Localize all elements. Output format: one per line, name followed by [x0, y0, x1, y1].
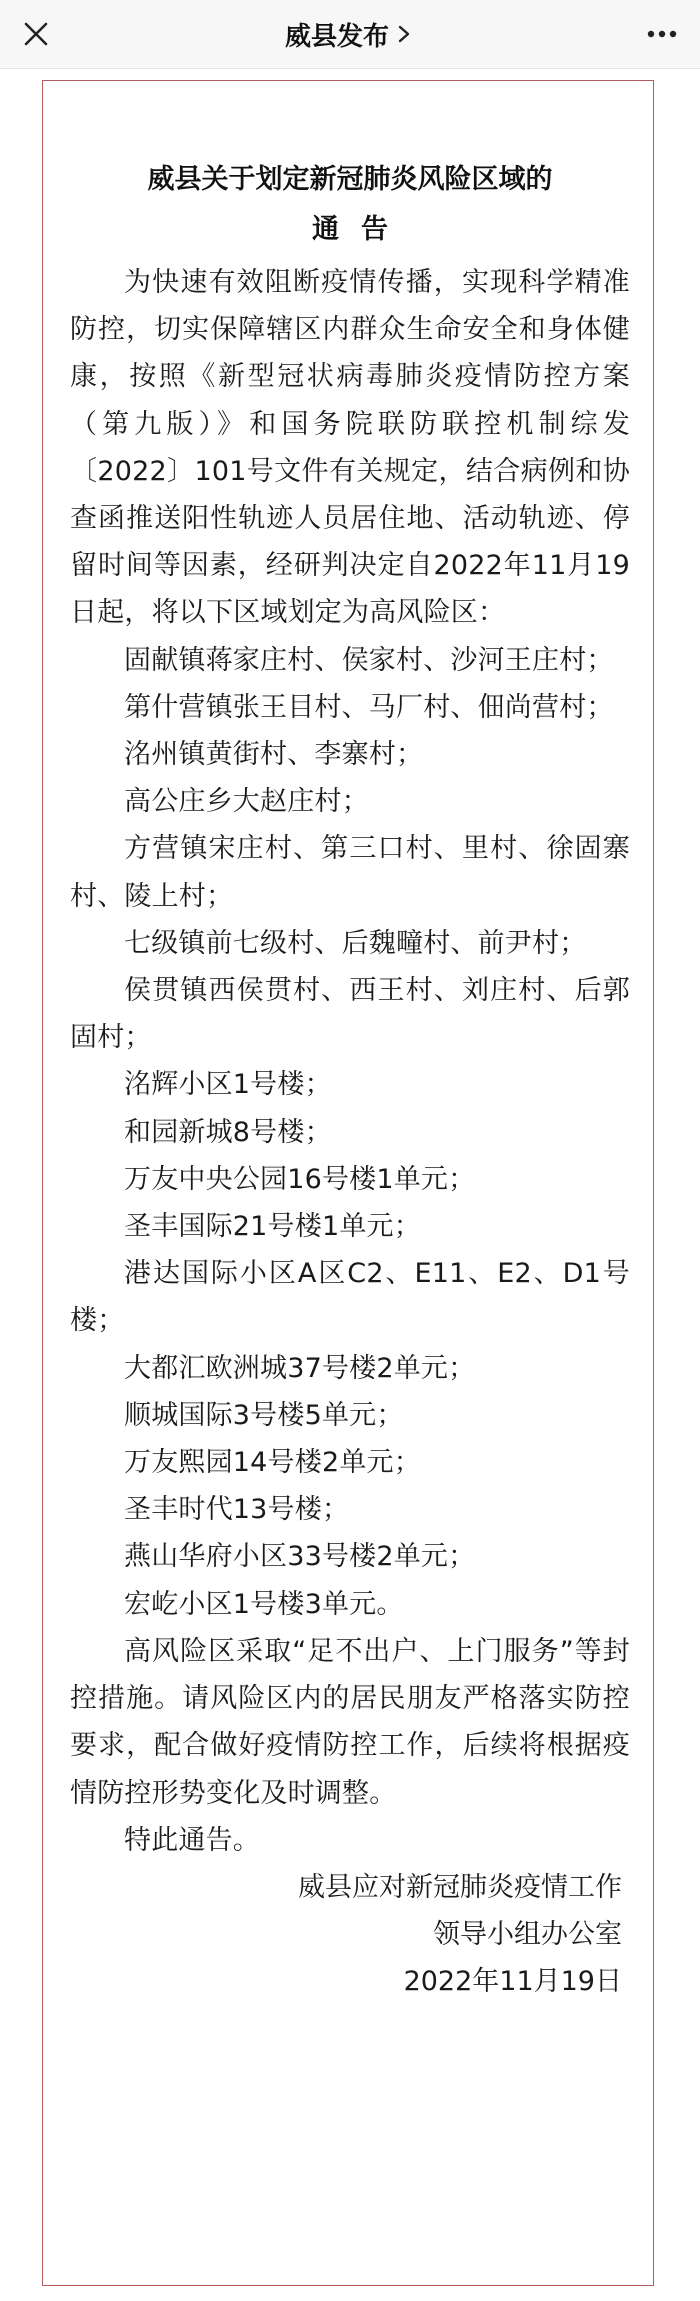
notice-paragraph: 高风险区采取“足不出户、上门服务”等封控措施。请风险区内的居民朋友严格落实防控要求，配合做好疫情防控工作，后续将根据疫情防控形势变化及时调整。 — [70, 1635, 630, 1809]
notice-area-item: 港达国际小区A区C2、E11、E2、D1号楼； — [70, 1258, 630, 1337]
account-name-link[interactable] — [0, 0, 700, 68]
notice-content — [70, 155, 630, 2006]
notice-area-item: 和园新城8号楼； — [124, 1116, 332, 1148]
signature-date: 2022年11月19日 — [403, 1966, 622, 1998]
notice-area-item: 万友熙园14号楼2单元； — [124, 1447, 421, 1479]
notice-area-item: 侯贯镇西侯贯村、西王村、刘庄村、后郭固村； — [70, 975, 630, 1054]
notice-area-item: 七级镇前七级村、后魏疃村、前尹村； — [124, 927, 587, 959]
notice-area-item: 宏屹小区1号楼3单元。 — [124, 1588, 404, 1620]
notice-title: 威县关于划定新冠肺炎风险区域的 — [147, 164, 553, 195]
notice-area-item: 固献镇蒋家庄村、侯家村、沙河王庄村； — [124, 644, 614, 676]
notice-area-item: 第什营镇张王目村、马厂村、佃尚营村； — [124, 691, 614, 723]
more-dots-icon — [642, 16, 682, 52]
notice-area-item: 大都汇欧洲城37号楼2单元； — [124, 1352, 476, 1384]
notice-paragraph: 为快速有效阻断疫情传播，实现科学精准防控，切实保障辖区内群众生命安全和身体健康，按照《新型冠状病毒肺炎疫情防控方案（第九版）》和国务院联防联控机制综发〔2022〕101号文件有关规定，结合病例和协查函推送阳性轨迹人员居住地、活动轨迹、停留时间等因素，经研判决定自2022年11月19日起，将以下区域划定为高风险区： — [70, 267, 630, 629]
notice-area-item: 高公庄乡大赵庄村； — [124, 786, 369, 818]
chevron-right-icon — [393, 23, 415, 45]
notice-area-item: 顺城国际3号楼5单元； — [124, 1399, 404, 1431]
signature-org-line1: 威县应对新冠肺炎疫情工作 — [298, 1871, 622, 1903]
more-options-button[interactable] — [642, 16, 682, 52]
notice-paragraph: 特此通告。 — [124, 1824, 260, 1856]
top-navigation-bar — [0, 0, 700, 69]
notice-area-item: 洺州镇黄街村、李寨村； — [124, 739, 424, 771]
notice-area-item: 圣丰国际21号楼1单元； — [124, 1211, 421, 1243]
notice-area-item: 万友中央公园16号楼1单元； — [124, 1163, 476, 1195]
notice-area-item: 圣丰时代13号楼； — [124, 1494, 350, 1526]
account-name: 威县发布 — [284, 21, 389, 52]
notice-area-item: 方营镇宋庄村、第三口村、里村、徐固寨村、陵上村； — [70, 833, 630, 912]
notice-body — [70, 259, 630, 1864]
notice-area-item: 燕山华府小区33号楼2单元； — [124, 1541, 476, 1573]
notice-area-item: 洺辉小区1号楼； — [124, 1069, 332, 1101]
notice-title-subline: 通告 — [312, 214, 410, 245]
signature-org-line2: 领导小组办公室 — [433, 1919, 622, 1951]
